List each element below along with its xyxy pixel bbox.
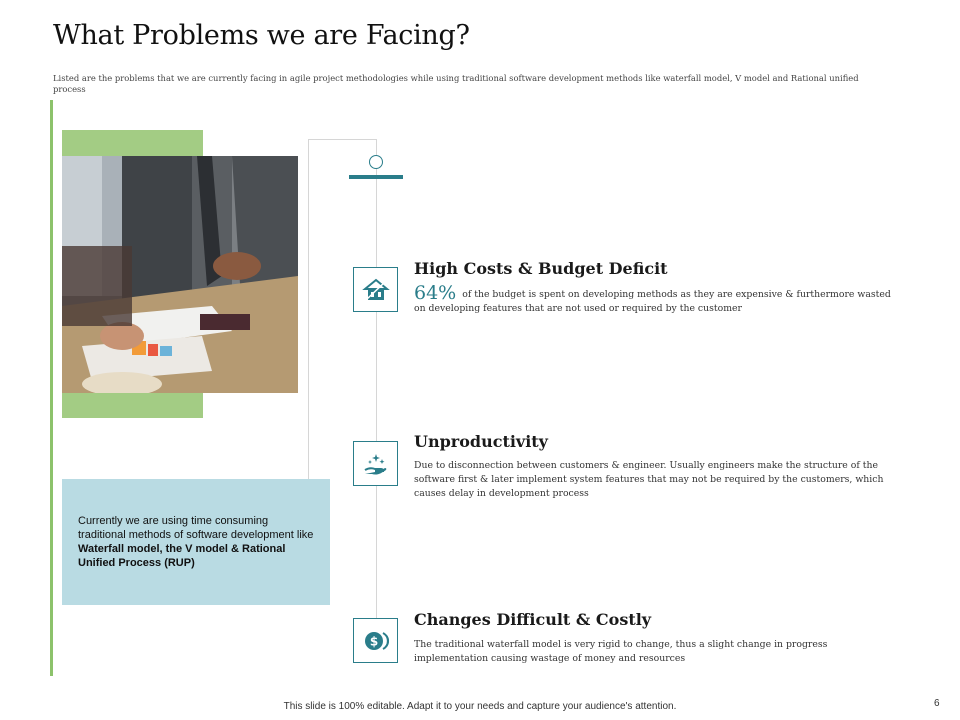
timeline-line-main bbox=[376, 139, 377, 659]
problem-body-1: of the budget is spent on developing methods as they are expensive & furthermore wasted on developing features that are not used or required by the customer bbox=[414, 289, 891, 314]
problem-highlight-1: 64% bbox=[414, 282, 457, 304]
problem-title-2: Unproductivity bbox=[414, 432, 548, 451]
dollar-coins-icon bbox=[362, 627, 390, 655]
left-accent-bar bbox=[50, 100, 53, 676]
hand-sparkle-icon bbox=[362, 450, 390, 478]
callout-text bbox=[78, 514, 318, 570]
problem-text-3: The traditional waterfall model is very rigid to change, thus a slight change in progress implementation causing wastage of money and resources bbox=[414, 639, 828, 664]
problem-title-1: High Costs & Budget Deficit bbox=[414, 259, 668, 278]
timeline-line-left bbox=[308, 139, 309, 479]
problem-icon-box-2 bbox=[353, 441, 398, 486]
meeting-photo-illustration bbox=[62, 156, 298, 393]
timeline-connector bbox=[308, 139, 377, 140]
footer-note: This slide is 100% editable. Adapt it to your needs and capture your audience's attention. bbox=[283, 701, 677, 712]
slide-subtitle: Listed are the problems that we are currently facing in agile project methodologies while using traditional software development methods like waterfall model, V model and Rational unified process bbox=[53, 73, 859, 94]
timeline-cap-bar bbox=[349, 175, 403, 179]
problem-text-2: Due to disconnection between customers & engineer. Usually engineers make the structure of the software first & later implement system features that may not be required by the customers, which causes delay in development process bbox=[414, 460, 884, 499]
problem-icon-box-1 bbox=[353, 267, 398, 312]
callout-text-bold: Waterfall model, the V model & Rational Unified Process (RUP) bbox=[78, 543, 286, 569]
budget-house-icon bbox=[362, 276, 390, 304]
svg-text:$: $ bbox=[369, 634, 378, 648]
meeting-photo bbox=[62, 156, 298, 393]
timeline-start-marker bbox=[369, 155, 383, 169]
problem-icon-box-3 bbox=[353, 618, 398, 663]
slide-title: What Problems we are Facing? bbox=[53, 20, 470, 51]
callout-text-plain: Currently we are using time consuming traditional methods of software development like bbox=[78, 515, 314, 541]
page-number: 6 bbox=[934, 698, 940, 709]
problem-text-1 bbox=[414, 282, 894, 316]
problem-title-3: Changes Difficult & Costly bbox=[414, 610, 652, 629]
